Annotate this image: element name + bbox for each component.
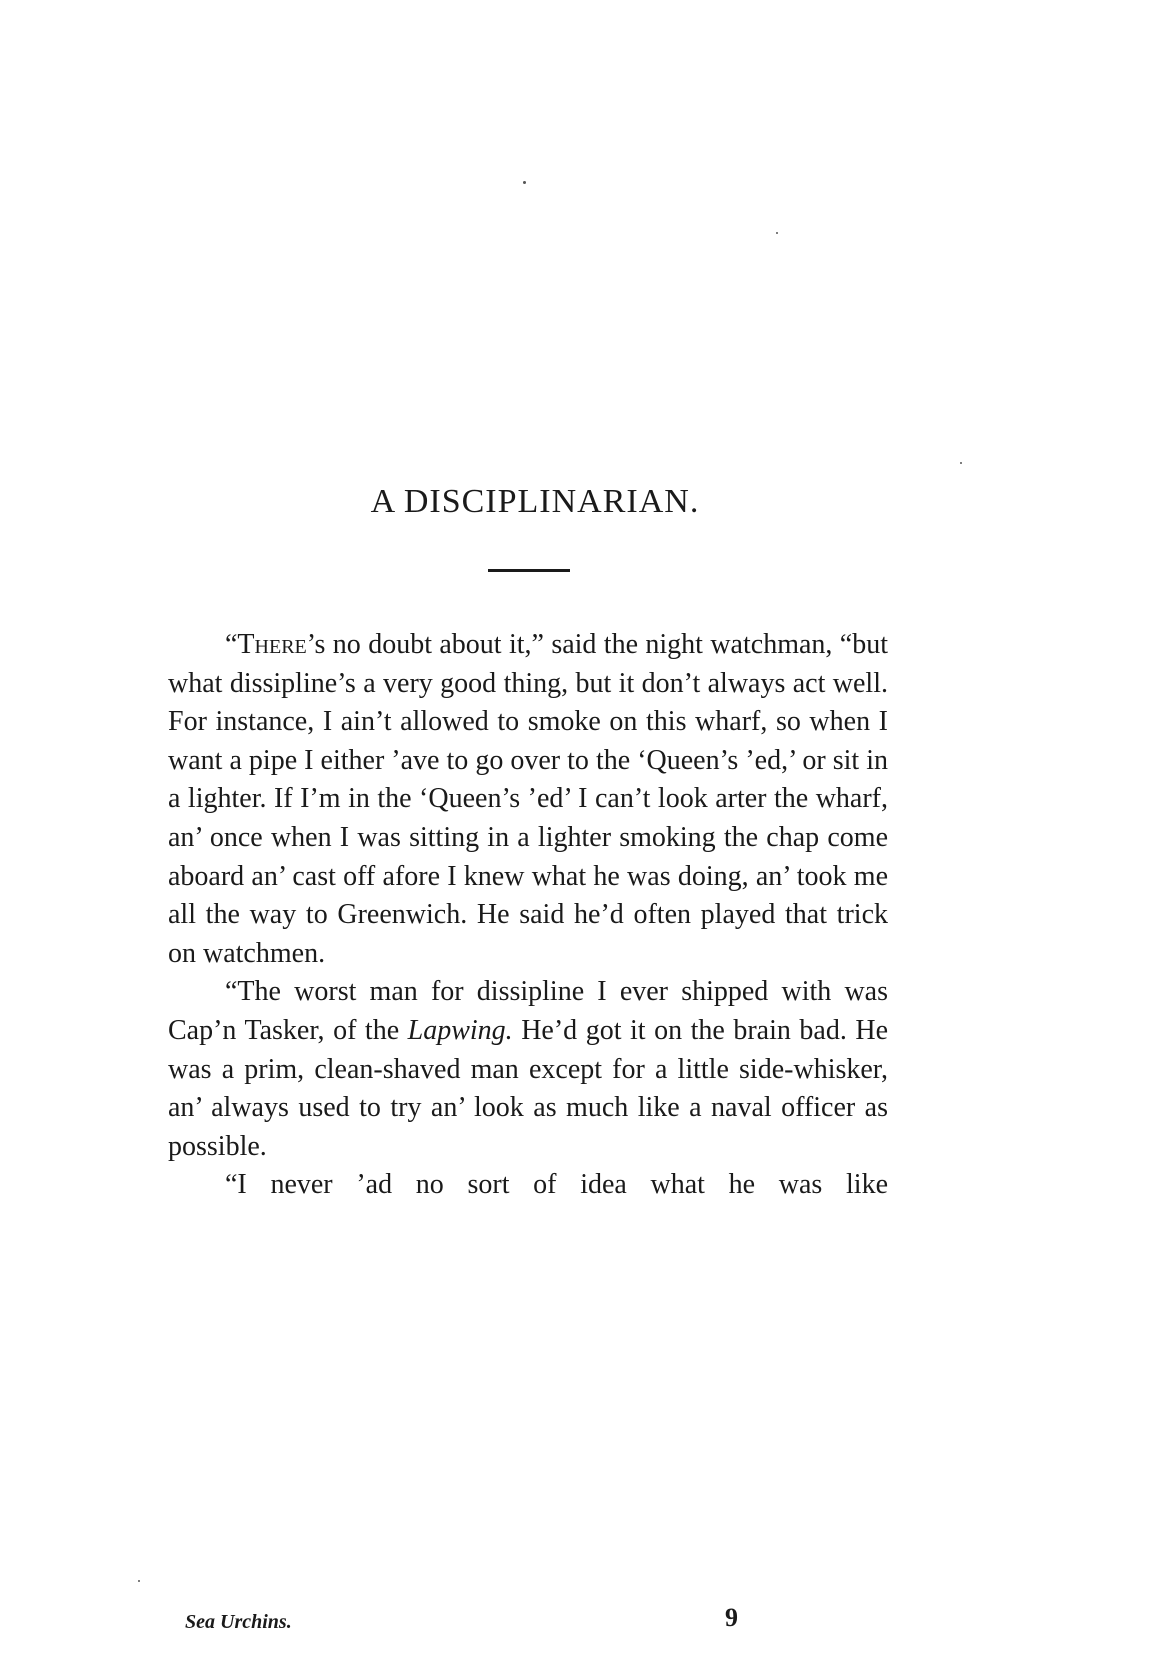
paper-speck [960, 462, 962, 464]
paragraph-1-text: ’s no doubt about it,” said the night watchman, “but what dissipline’s a very good thing, but it don’t always act well. For instance, I ain’t allowed to smoke on this wharf, so when I want a pipe I either ’ave to go over to the ‘Queen’s ’ed,’ or sit in a lighter. If I’m in the ‘Queen’s ’ed’ I can’t look arter the wharf, an’ once when I was sitting in a lighter smoking the chap come aboard an’ cast off afore I knew what he was doing, an’ took me all the way to Greenwich. He said he’d often played that trick on watchmen. [168, 629, 888, 969]
ship-name: Lapwing. [407, 1014, 513, 1046]
paragraph-2 [168, 973, 888, 1166]
paragraph-3-text: “I never ’ad no sort of idea what he was like [225, 1169, 888, 1201]
paper-speck [776, 232, 778, 234]
paper-speck [523, 181, 526, 184]
small-caps-lead: “There [225, 629, 307, 660]
body-text [168, 626, 888, 1205]
signature-mark: 9 [725, 1603, 738, 1632]
paper-speck [138, 1580, 140, 1582]
paragraph-1 [168, 626, 888, 973]
footer-book-title: Sea Urchins. [185, 1611, 292, 1633]
paragraph-3 [168, 1166, 888, 1205]
paragraph-2-text-a: “The worst man for dissipline I ever shipped with was Cap’n Tasker, of the [168, 976, 888, 1046]
chapter-title: A DISCIPLINARIAN. [370, 483, 700, 520]
title-divider [488, 569, 570, 572]
paragraph-2-text-b: He’d got it on the brain bad. He was a prim, clean-shaved man except for a little side-whisker, an’ always used to try an’ look as much like a naval officer as possible. [168, 1014, 888, 1162]
page-footer [185, 1605, 765, 1639]
